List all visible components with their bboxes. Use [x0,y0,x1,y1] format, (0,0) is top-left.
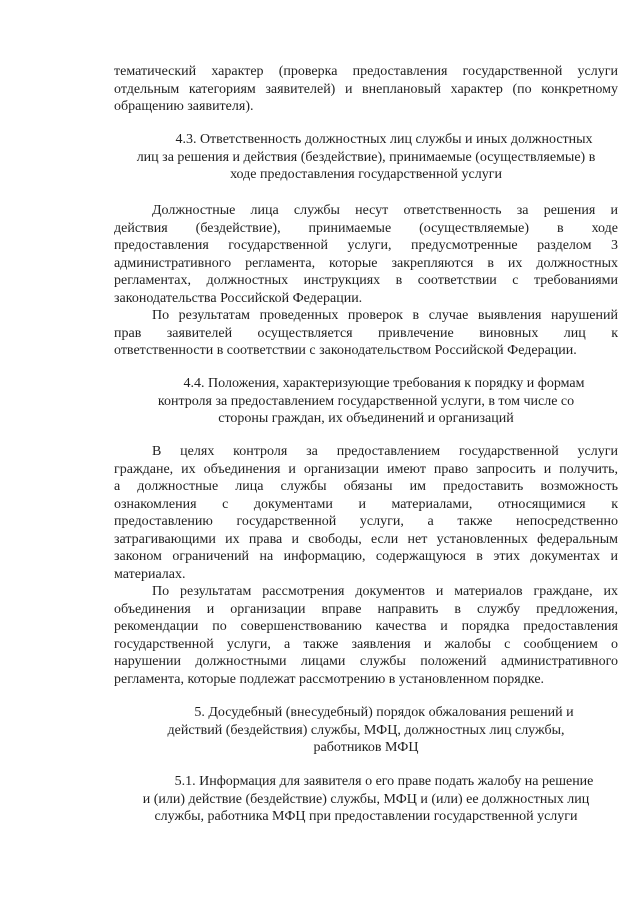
section-5-1-heading [114,773,618,826]
heading-line: 5. Досудебный (внесудебный) порядок обжалования решений и [194,705,574,720]
text-column [114,63,618,826]
paragraph-line: действия (бездействие), принимаемые (осуществляемые) в ходе [114,220,618,236]
heading-line: работников МФЦ [313,740,419,755]
paragraph [114,307,618,360]
paragraph-line: рекомендации по совершенствованию качества и порядка предоставления [114,619,618,634]
section-4-3-body [114,202,618,360]
section-4-4-heading [114,375,618,428]
paragraph-line: а должностные лица службы обязаны им предоставить возможность [114,479,618,494]
paragraph [114,202,618,307]
paragraph-line: материалах. [114,566,186,582]
paragraph-line: законом ограничений на информацию, содержащуюся в этих документах и [114,549,618,564]
paragraph-line: регламентах, должностных инструкциях в соответствии с требованиями [114,273,618,288]
paragraph [114,583,618,688]
paragraph-line: ознакомления с документами и материалами, относящимися к [114,496,618,512]
heading-line: контроля за предоставлением государственной услуги, в том числе со [157,393,575,409]
heading-line: стороны граждан, их объединений и организаций [218,411,514,426]
paragraph-line: граждане, их объединения и организации имеют право запросить и получить, [114,461,618,477]
paragraph-line: ответственности в соответствии с законодательством Российской Федерации. [114,343,577,358]
heading-line: и (или) действие (бездействие) службы, МФЦ и (или) ее должностных лиц [142,791,590,807]
paragraph-line: По результатам проведенных проверок в случае выявления нарушений [152,308,618,323]
heading-line: действий (бездействия) службы, МФЦ, должностных лиц службы, [167,722,565,738]
intro-line: отдельным категориям заявителей) и внеплановый характер (по конкретному [114,81,618,97]
heading-line: 4.3. Ответственность должностных лиц службы и иных должностных [175,132,593,147]
section-4-4-body [114,443,618,688]
section-4-3-heading [114,131,618,184]
intro-paragraph [114,63,618,116]
paragraph-line: Должностные лица службы несут ответственность за решения и [152,203,618,218]
paragraph-line: регламента, которые подлежат рассмотрению в установленном порядке. [114,671,545,687]
section-5-heading [114,704,618,757]
intro-line: обращению заявителя). [114,99,254,114]
heading-line: 5.1. Информация для заявителя о его праве подать жалобу на решение [174,774,594,789]
heading-line: ходе предоставления государственной услуги [230,167,502,182]
paragraph-line: затрагивающими их права и свободы, если нет установленных федеральным [114,531,618,547]
paragraph-line: предоставлению государственной услуги, а также непосредственно [114,514,618,529]
paragraph [114,443,618,583]
paragraph-line: В целях контроля за предоставлением государственной услуги [152,444,618,459]
paragraph-line: По результатам рассмотрения документов и материалов граждане, их [152,584,618,599]
heading-line: службы, работника МФЦ при предоставлении государственной услуги [154,809,578,824]
paragraph-line: нарушении должностными лицами службы положений административного [114,654,618,669]
intro-line: тематический характер (проверка предоставления государственной услуги [114,64,618,79]
paragraph-line: прав заявителей осуществляется привлечение виновных лиц к [114,325,618,341]
paragraph-line: объединения и организации вправе направить в службу предложения, [114,601,618,617]
heading-line: лиц за решения и действия (бездействие), принимаемые (осуществляемые) в [136,149,596,165]
paragraph-line: законодательства Российской Федерации. [114,290,363,306]
paragraph-line: предоставления государственной услуги, предусмотренные разделом 3 [114,238,618,253]
paragraph-line: государственной услуги, а также заявления и жалобы с сообщением о [114,636,618,652]
paragraph-line: административного регламента, которые закрепляются в их должностных [114,255,618,271]
heading-line: 4.4. Положения, характеризующие требования к порядку и формам [183,376,585,391]
